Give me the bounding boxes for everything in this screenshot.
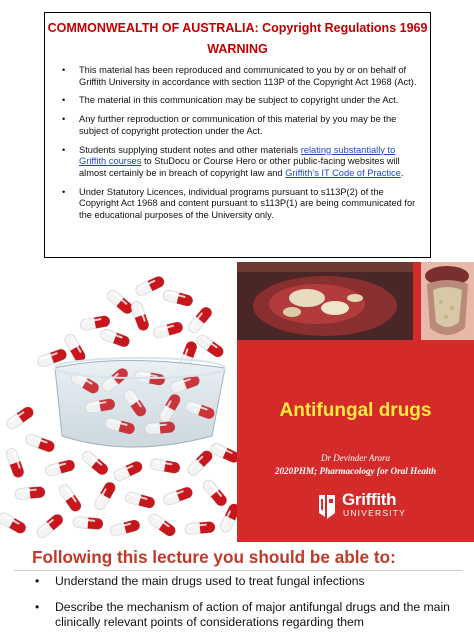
objectives-list (0, 574, 474, 641)
relating-courses-link[interactable]: relating substantially to Griffith courses (79, 144, 396, 167)
students-text-3: . (400, 167, 404, 178)
notice-item-text: The material in this communication may be subject to copyright under the Act. (79, 95, 399, 106)
divider (14, 570, 462, 571)
copyright-notice (44, 12, 431, 258)
notice-item-text: Any further reproduction or communication of this material by you may be the subject of copyright protection under the Act. (79, 114, 397, 136)
objective-item (0, 600, 474, 631)
notice-item-students (62, 145, 424, 180)
notice-item (62, 65, 424, 88)
notice-warning: WARNING (207, 42, 268, 56)
griffith-crest-icon (316, 491, 338, 521)
objectives-heading: Following this lecture you should be able to: (32, 547, 396, 567)
notice-item (62, 95, 424, 107)
capsules-bowl-image (0, 268, 237, 540)
notice-item (62, 187, 424, 222)
bullet: • (35, 574, 40, 588)
author-name: Dr Devinder Arora (321, 453, 390, 463)
bullet: • (35, 599, 40, 614)
students-text-1: Students supplying student notes and other materials (79, 144, 301, 155)
logo-university: UNIVERSITY (343, 508, 407, 518)
notice-title: COMMONWEALTH OF AUSTRALIA: Copyright Regulations 1969 (47, 21, 428, 35)
griffith-logo (316, 491, 426, 525)
objective-item (0, 574, 474, 590)
notice-item-text: This material has been reproduced and communicated to you by or on behalf of Griffith University in accordance with section 113P of the Copyright Act 1968 (Act). (79, 65, 417, 87)
bullet: • (62, 95, 66, 106)
objective-text: Describe the mechanism of action of major antifungal drugs and the main clinically relevant points of considerations regarding them (55, 599, 450, 629)
notice-item-text: Under Statutory Licences, individual programs pursuant to s113P(2) of the Copyright Act 1968 and content pursuant to s113P(1) are being communicated for the educational purposes of the University only. (79, 186, 416, 221)
bullet: • (62, 186, 66, 197)
oral-lesion-photo (237, 262, 413, 340)
objective-text: Understand the main drugs used to treat fungal infections (55, 574, 365, 588)
title-slide-panel (237, 262, 474, 542)
bullet: • (62, 114, 66, 125)
students-text-2: to StuDocu or Course Hero or other public-facing websites will almost certainly be in breach of copyright law and (79, 156, 400, 178)
tongue-photo (421, 262, 474, 340)
learning-objectives (0, 542, 474, 632)
bullet: • (62, 65, 66, 75)
notice-list (45, 65, 430, 222)
oral-lesion-illustration (237, 262, 413, 340)
notice-item (62, 114, 424, 137)
capsules-illustration (0, 268, 237, 540)
course-name: 2020PHM; Pharmacology for Oral Health (274, 466, 437, 476)
bullet: • (62, 144, 66, 155)
tongue-illustration (421, 262, 474, 340)
slide-title: Antifungal drugs (279, 400, 432, 421)
logo-griffith: Griffith (342, 490, 397, 509)
it-code-link[interactable]: Griffith's IT Code of Practice (285, 167, 401, 178)
